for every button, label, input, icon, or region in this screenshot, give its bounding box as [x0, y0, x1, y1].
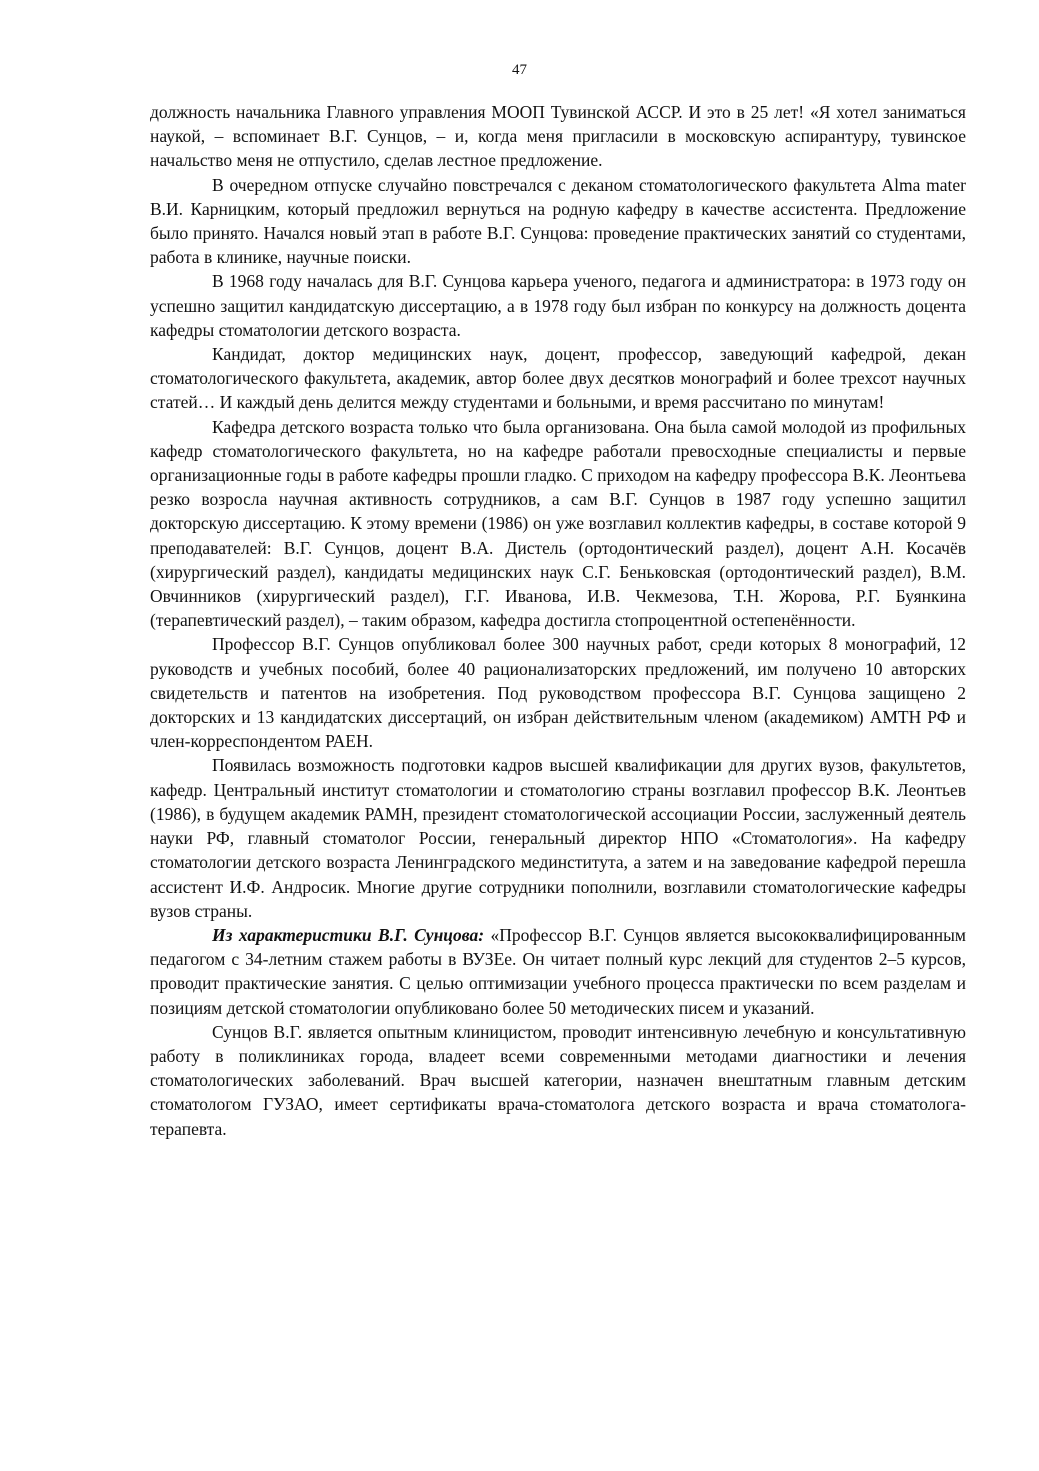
paragraph-4: Кандидат, доктор медицинских наук, доцент, профессор, заведующий кафедрой, декан стоматологического факультета, академик, автор более двух десятков монографий и более трехсот научных статей… И каждый день делится между студентами и больными, и время рассчитано по минутам! — [150, 344, 966, 413]
paragraph-3: В 1968 году началась для В.Г. Сунцова карьера ученого, педагога и администратора: в 1973 году он успешно защитил кандидатскую диссертацию, а в 1978 году был избран по конкурсу на должность доцента кафедры стоматологии детского возраста. — [150, 271, 966, 340]
paragraph-2: В очередном отпуске случайно повстречался с деканом стоматологического факультета Alma mater В.И. Карницким, который предложил вернуться на родную кафедру в качестве ассистента. Предложение было принято. Начался новый этап в работе В.Г. Сунцова: проведение практических занятий со студентами, работа в клинике, научные поиски. — [150, 174, 966, 268]
paragraph-8 — [150, 923, 966, 1020]
page-number: 47 — [512, 62, 527, 78]
characteristic-lead: Из характеристики В.Г. Сунцова: — [212, 924, 485, 945]
paragraph-6: Профессор В.Г. Сунцов опубликовал более 300 научных работ, среди которых 8 монографий, 12 руководств и учебных пособий, более 40 рационализаторских предложений, им получено 10 авторских свидетельств и патентов на изобретения. Под руководством профессора В.Г. Сунцова защищено 2 докторских и 13 кандидатских диссертаций, он избран действительным членом (академиком) АМТН РФ и член-корреспондентом РАЕН. — [150, 634, 966, 752]
characteristic-text: «Профессор В.Г. Сунцов является высококвалифицированным педагогом с 34-летним стажем работы в ВУЗЕе. Он читает полный курс лекций для студентов 2–5 курсов, проводит практические занятия. С целью оптимизации учебного процесса практически по всем разделам и позициям детской стоматологии опубликовано более 50 методических писем и указаний. — [150, 924, 966, 1018]
paragraph-7: Появилась возможность подготовки кадров высшей квалификации для других вузов, факультетов, кафедр. Центральный институт стоматологии и стоматологию страны возглавил профессор В.К. Леонтьев (1986), в будущем академик РАМН, президент стоматологической ассоциации России, заслуженный деятель науки РФ, главный стоматолог России, генеральный директор НПО «Стоматология». На кафедру стоматологии детского возраста Ленинградского мединститута, а затем и на заведование кафедрой перешла ассистент И.Ф. Андросик. Многие другие сотрудники пополнили, возглавили стоматологические кафедры вузов страны. — [150, 755, 966, 921]
paragraph-5: Кафедра детского возраста только что была организована. Она была самой молодой из профильных кафедр стоматологического факультета, но на кафедре работали превосходные специалисты и первые организационные годы в работе кафедры прошли гладко. С приходом на кафедру профессора В.К. Леонтьева резко возросла научная активность сотрудников, а сам В.Г. Сунцов в 1987 году успешно защитил докторскую диссертацию. К этому времени (1986) он уже возглавил коллектив кафедры, в составе которой 9 преподавателей: В.Г. Сунцов, доцент В.А. Дистель (ортодонтический раздел), доцент А.Н. Косачёв (хирургический раздел), кандидаты медицинских наук С.Г. Беньковская (ортодонтический раздел), В.М. Овчинников (хирургический раздел), Г.Г. Иванова, И.В. Чекмезова, Т.Н. Жорова, Р.Г. Буянкина (терапевтический раздел), – таким образом, кафедра достигла стопроцентной остепенённости. — [150, 416, 966, 631]
paragraph-9: Сунцов В.Г. является опытным клиницистом, проводит интенсивную лечебную и консультативную работу в поликлиниках города, владеет всеми современными методами диагностики и лечения стоматологических заболеваний. Врач высшей категории, назначен внештатным главным детским стоматологом ГУЗАО, имеет сертификаты врача-стоматолога детского возраста и врача стоматолога-терапевта. — [150, 1021, 966, 1139]
body-text — [150, 100, 966, 1141]
paragraph-1: должность начальника Главного управления МООП Тувинской АССР. И это в 25 лет! «Я хотел заниматься наукой, – вспоминает В.Г. Сунцов, – и, когда меня пригласили в московскую аспирантуру, тувинское начальство меня не отпустило, сделав лестное предложение. — [150, 102, 966, 171]
